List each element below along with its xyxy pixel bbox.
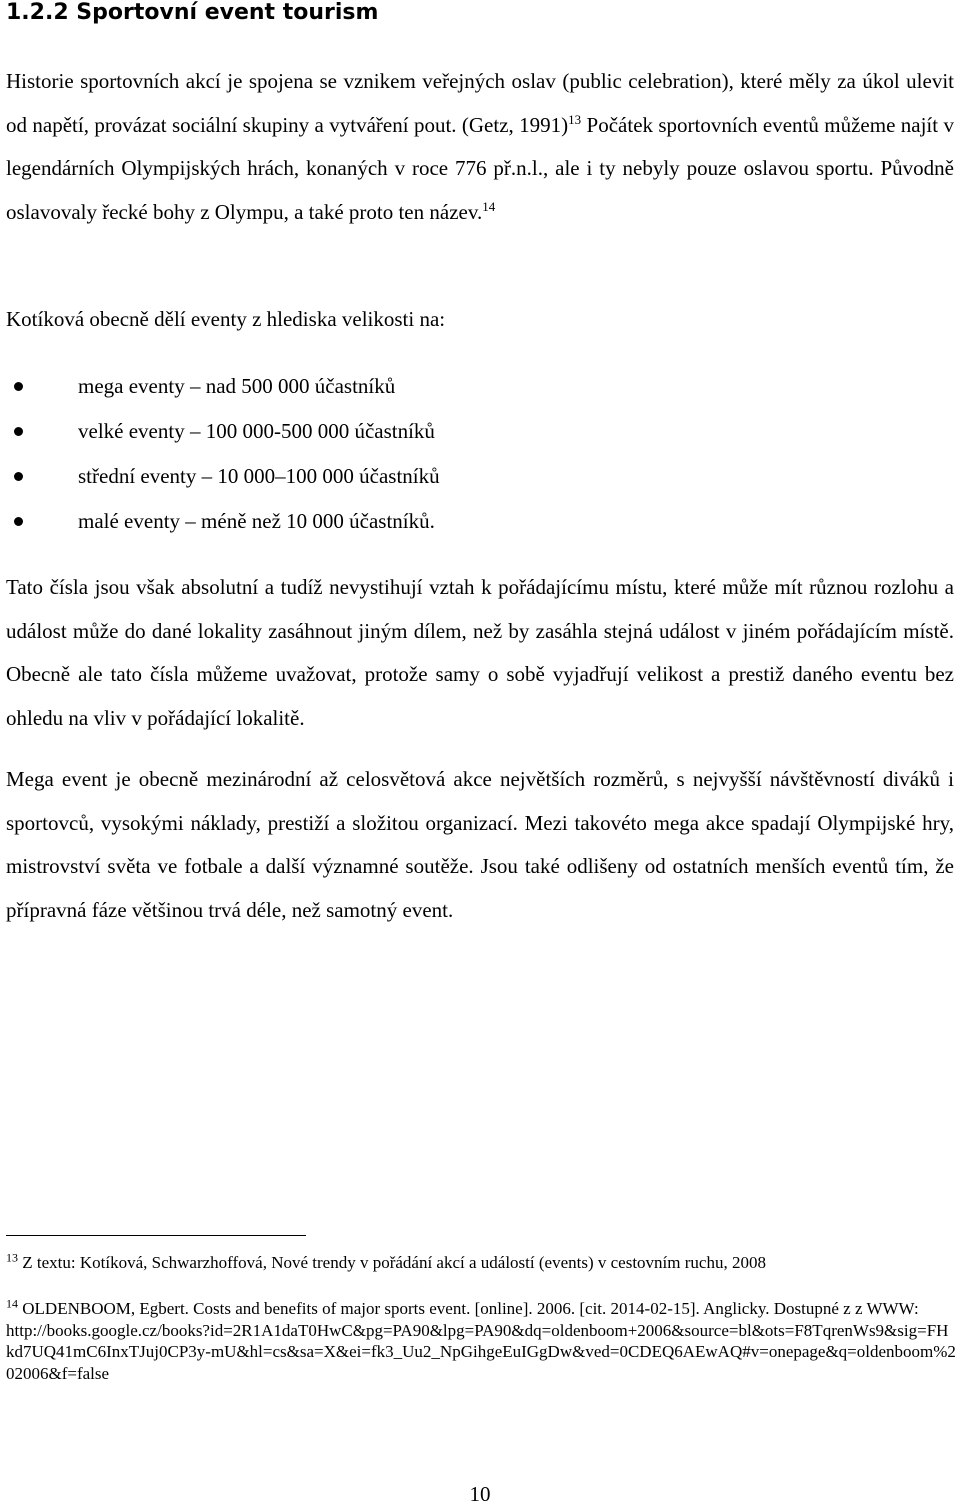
footnote-13-text: Z textu: Kotíková, Schwarzhoffová, Nové trendy v pořádání akcí a událostí (events) v cestovním ruchu, 2008 (18, 1253, 766, 1272)
paragraph-intro-list: Kotíková obecně dělí eventy z hlediska velikosti na: (6, 307, 446, 331)
list-item (14, 409, 440, 454)
footnote-ref-13[interactable]: 13 (568, 111, 582, 127)
paragraph-history (6, 60, 954, 234)
footnote-14-url[interactable]: http://books.google.cz/books?id=2R1A1daT0HwC&pg=PA90&lpg=PA90&dq=oldenboom+2006&source=bl&ots=F8TqrenWs9&sig=FHkd7UQ41mC6InxTJuj0CP3y-mU&hl=cs&sa=X&ei=fk3_Uu2_NpGihgeEuIGgDw&ved=0CDEQ6AEwAQ#v=onepage&q=oldenboom%202006&f=false (6, 1320, 956, 1383)
bullet-icon (14, 427, 23, 436)
list-item-label: velké eventy – 100 000-500 000 účastníků (78, 419, 435, 443)
section-heading: 1.2.2 Sportovní event tourism (6, 0, 379, 25)
list-item (14, 499, 440, 544)
page-number: 10 (469, 1482, 491, 1506)
paragraph-history-text-2: Počátek sportovních eventů můžeme najít v legendárních Olympijských hrách, konaných v roce 776 př.n.l., ale i ty nebyly pouze oslavou sportu. Původně oslavovaly řecké bohy z Olympu, a také proto ten název. (6, 112, 954, 224)
bullet-icon (14, 517, 23, 526)
list-item (14, 454, 440, 499)
footnote-13-number: 13 (6, 1250, 18, 1265)
paragraph-history-text: Historie sportovních akcí je spojena se vznikem veřejných oslav (public celebration), které měly za úkol ulevit od napětí, provázat sociální skupiny a vytváření pout. (Getz, 1991) (6, 69, 954, 137)
event-size-list (14, 364, 440, 544)
footnote-separator (6, 1235, 306, 1236)
list-item-label: malé eventy – méně než 10 000 účastníků. (78, 509, 435, 533)
list-item (14, 364, 440, 409)
paragraph-numbers: Tato čísla jsou však absolutní a tudíž nevystihují vztah k pořádajícímu místu, které může mít různou rozlohu a událost může do dané lokality zasáhnout jiným dílem, než by zasáhla stejná událost v jiném pořádajícím místě. Obecně ale tato čísla můžeme uvažovat, protože samy o sobě vyjadřují velikost a prestiž daného eventu bez ohledu na vliv v pořádající lokalitě. (6, 575, 954, 730)
list-item-label: střední eventy – 10 000–100 000 účastníků (78, 464, 440, 488)
footnote-ref-14[interactable]: 14 (482, 198, 496, 214)
bullet-icon (14, 382, 23, 391)
footnote-14-number: 14 (6, 1296, 18, 1311)
bullet-icon (14, 472, 23, 481)
paragraph-mega-event: Mega event je obecně mezinárodní až celosvětová akce největších rozměrů, s nejvyšší návštěvností diváků i sportovců, vysokými náklady, prestiží a složitou organizací. Mezi takovéto mega akce spadají Olympijské hry, mistrovství světa ve fotbale a další významné soutěže. Jsou také odlišeny od ostatních menších eventů tím, že přípravná fáze většinou trvá déle, než samotný event. (6, 767, 954, 922)
footnote-13 (6, 1252, 956, 1274)
footnote-14-text: OLDENBOOM, Egbert. Costs and benefits of major sports event. [online]. 2006. [cit. 2014-02-15]. Anglicky. Dostupné z z WWW: (18, 1299, 919, 1318)
list-item-label: mega eventy – nad 500 000 účastníků (78, 374, 396, 398)
footnote-14 (6, 1298, 956, 1384)
